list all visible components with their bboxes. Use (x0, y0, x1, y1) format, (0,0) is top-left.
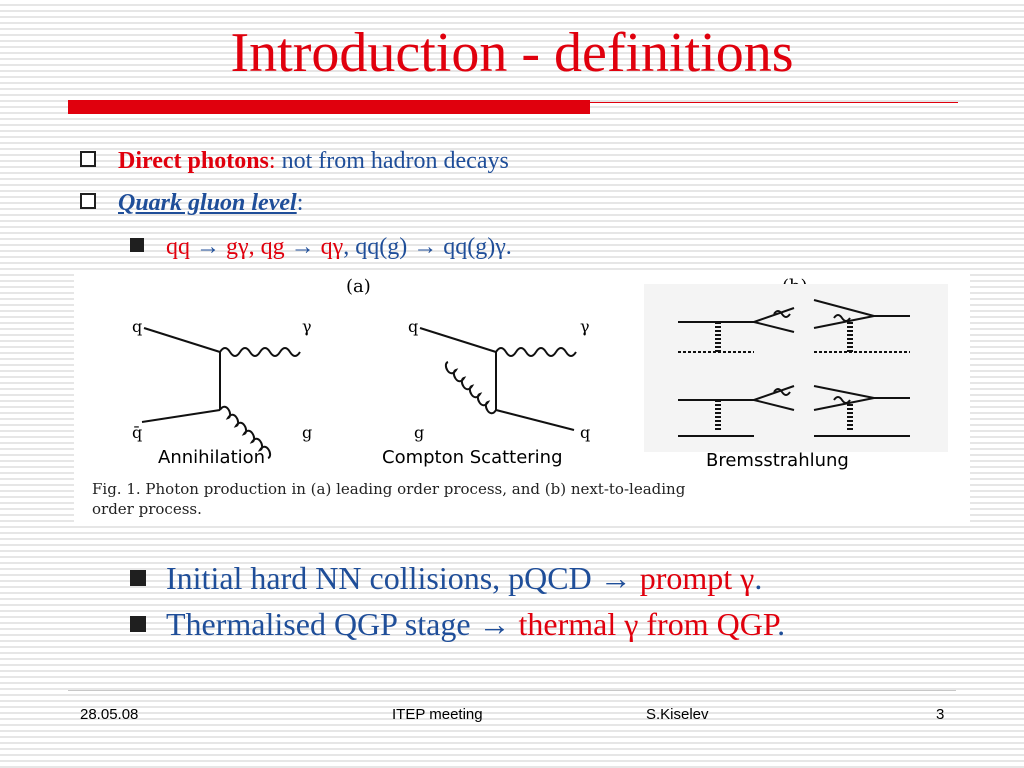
period: . (754, 560, 763, 596)
label-g: g (302, 423, 313, 442)
feynman-diagram-figure (74, 270, 970, 526)
annihilation-diagram (142, 328, 300, 458)
bullet-thermal-photons (130, 604, 785, 644)
hollow-square-bullet-icon (80, 151, 96, 167)
term-direct-photons: Direct photons (118, 148, 269, 174)
footer-event: ITEP meeting (392, 706, 483, 723)
label-g: g (414, 423, 425, 442)
filled-square-bullet-icon (130, 570, 146, 586)
bullet-direct-photons (80, 146, 509, 176)
title-underline-thin (590, 102, 958, 103)
process-text: qγ (314, 234, 344, 260)
footer-page-number: 3 (936, 706, 945, 723)
label-gamma: γ (302, 317, 312, 336)
process-text: qq (166, 234, 196, 260)
compton-diagram (420, 328, 576, 430)
process-text: , qq(g) (343, 234, 414, 260)
label-q: q (408, 317, 419, 336)
arrow-icon: → (478, 606, 511, 642)
bullet-prompt-photons (130, 558, 762, 598)
bullet-quark-gluon-level (80, 188, 303, 218)
label-q: q (132, 317, 143, 336)
panel-a-label: (a) (346, 276, 371, 297)
caption-annihilation: Annihilation (158, 447, 266, 468)
colon: : (268, 148, 276, 174)
figure-caption-line-1: Fig. 1. Photon production in (a) leading order process, and (b) next-to-leading (92, 480, 686, 498)
highlight-text: prompt γ (631, 560, 755, 596)
hollow-square-bullet-icon (80, 193, 96, 209)
bullet-text: Initial hard NN collisions, pQCD (166, 560, 600, 596)
colon: : (296, 190, 304, 216)
slide-title: Introduction - definitions (230, 22, 794, 84)
arrow-icon: → (599, 560, 632, 596)
arrow-icon: → (413, 234, 438, 260)
caption-bremsstrahlung: Bremsstrahlung (706, 450, 849, 471)
title-underline-thick (68, 100, 590, 114)
definition-text: not from hadron decays (275, 148, 509, 174)
figure-caption-line-2: order process. (92, 500, 202, 518)
label-gamma: γ (580, 317, 590, 336)
bullet-processes (130, 232, 512, 262)
process-text: qq(g)γ. (437, 234, 512, 260)
footer-author: S.Kiselev (646, 706, 709, 723)
process-text: gγ, qg (220, 234, 291, 260)
footer-date: 28.05.08 (80, 706, 139, 723)
period: . (777, 606, 786, 642)
term-quark-gluon-level: Quark gluon level (118, 190, 297, 216)
label-q: q (580, 423, 591, 442)
filled-square-bullet-icon (130, 238, 144, 252)
bullet-text: Thermalised QGP stage (166, 606, 479, 642)
footer-divider (68, 690, 956, 691)
caption-compton: Compton Scattering (382, 447, 563, 468)
filled-square-bullet-icon (130, 616, 146, 632)
highlight-text: thermal γ from QGP (510, 606, 778, 642)
arrow-icon: → (196, 234, 220, 260)
arrow-icon: → (290, 234, 315, 260)
label-qbar: q̄ (132, 423, 143, 442)
